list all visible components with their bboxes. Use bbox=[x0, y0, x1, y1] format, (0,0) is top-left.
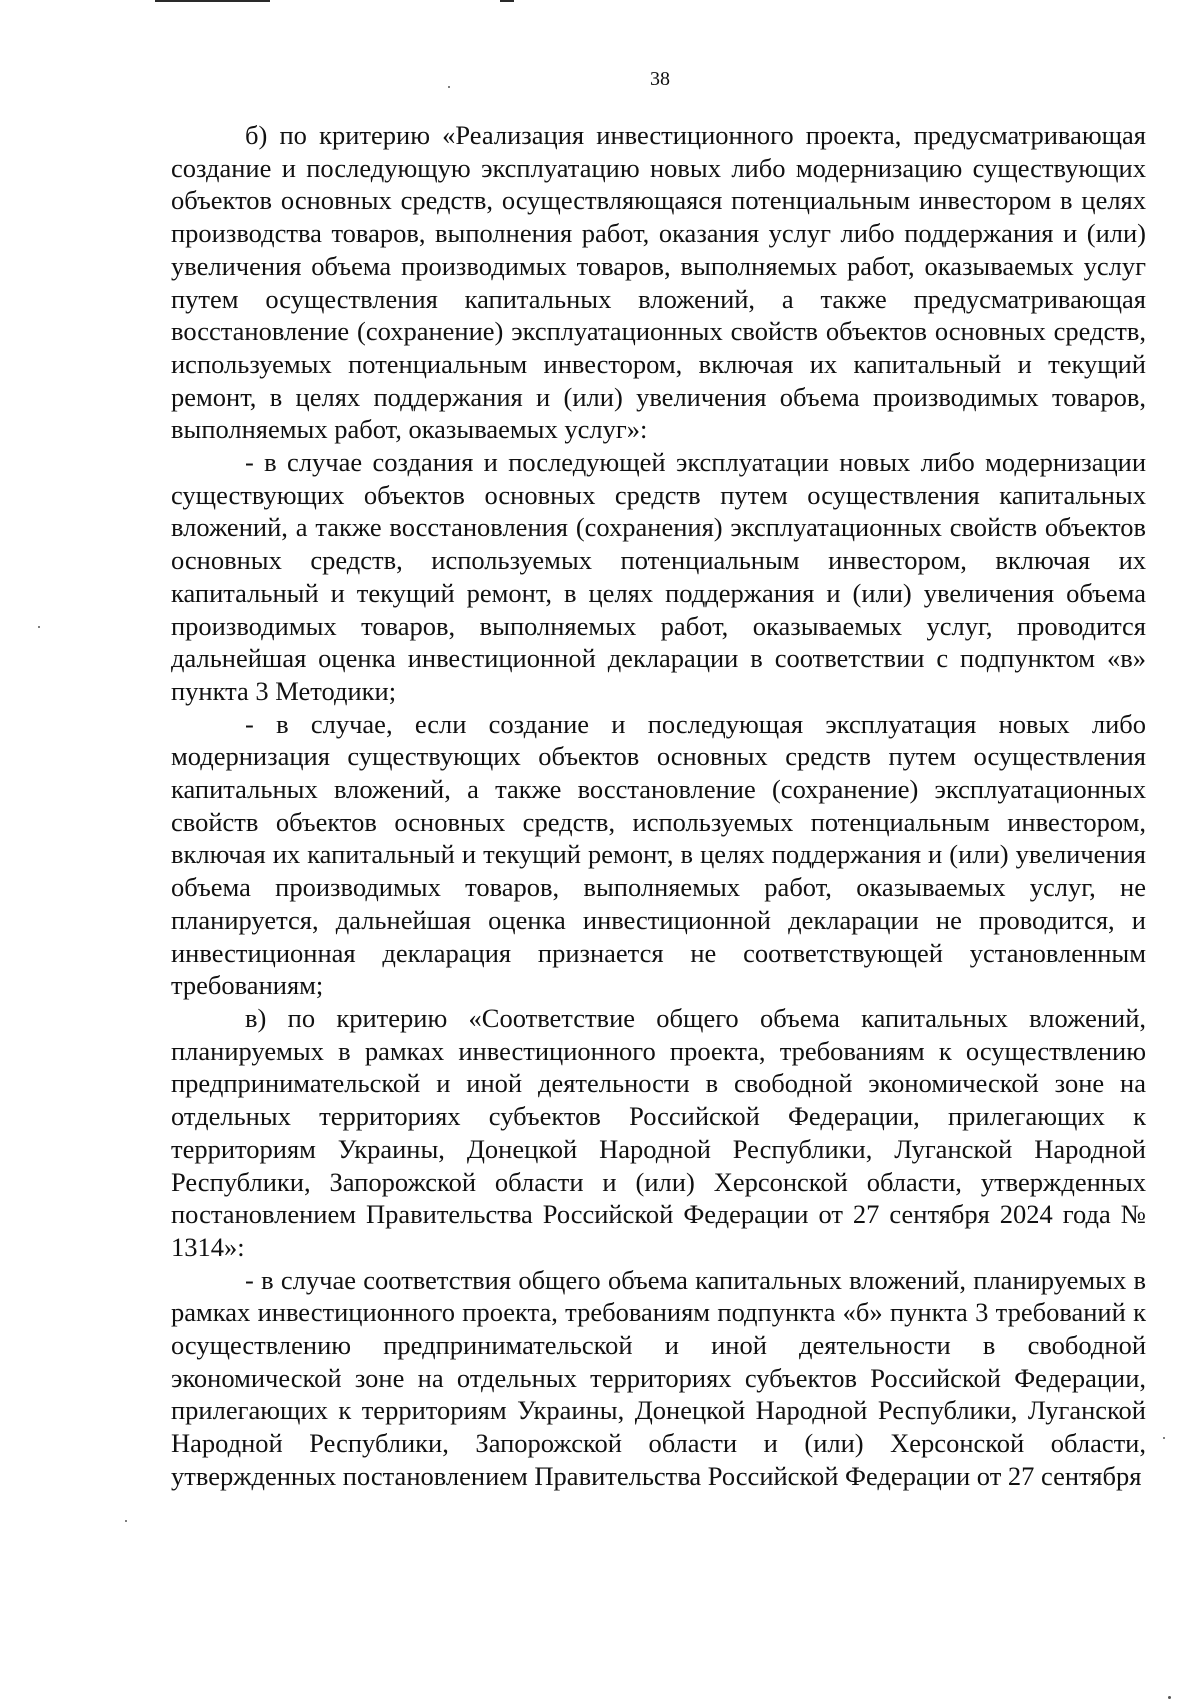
scan-speck bbox=[1168, 1696, 1171, 1699]
scan-edge-mark bbox=[500, 0, 514, 2]
paragraph-v-case-positive: - в случае соответствия общего объема капитальных вложений, планируемых в рамках инвестиционного проекта, требованиям подпункта «б» пункта 3 требований к осуществлению предпринимательской и иной деятельности в свободной экономической зоне на отдельных территориях субъектов Российской Федерации, прилегающих к территориям Украины, Донецкой Народной Республики, Луганской Народной Республики, Запорожской области и (или) Херсонской области, утвержденных постановлением Правительства Российской Федерации от 27 сентября bbox=[171, 1264, 1146, 1491]
page-number: 38 bbox=[650, 68, 670, 90]
paragraph-b-case-positive: - в случае создания и последующей эксплуатации новых либо модернизации существующих объектов основных средств путем осуществления капитальных вложений, а также восстановления (сохранения) эксплуатационных свойств объектов основных средств, используемых потенциальным инвестором, включая их капитальный и текущий ремонт, в целях поддержания и (или) увеличения объема производимых товаров, выполняемых работ, оказываемых услуг, проводится дальнейшая оценка инвестиционной декларации в соответствии с подпунктом «в» пункта 3 Методики; bbox=[171, 447, 1146, 706]
scan-speck bbox=[125, 1520, 127, 1522]
scan-speck bbox=[38, 626, 40, 628]
scan-speck bbox=[1163, 1437, 1165, 1439]
paragraph-criterion-b: б) по критерию «Реализация инвестиционного проекта, предусматривающая создание и последующую эксплуатацию новых либо модернизацию существующих объектов основных средств, осуществляющаяся потенциальным инвестором в целях производства товаров, выполнения работ, оказания услуг либо поддержания и (или) увеличения объема производимых товаров, выполняемых работ, оказываемых услуг путем осуществления капитальных вложений, а также предусматривающая восстановление (сохранение) эксплуатационных свойств объектов основных средств, используемых потенциальным инвестором, включая их капитальный и текущий ремонт, в целях поддержания и (или) увеличения объема производимых товаров, выполняемых работ, оказываемых услуг»: bbox=[171, 120, 1146, 445]
document-body bbox=[171, 119, 1146, 1493]
paragraph-criterion-v: в) по критерию «Соответствие общего объема капитальных вложений, планируемых в рамках инвестиционного проекта, требованиям к осуществлению предпринимательской и иной деятельности в свободной экономической зоне на отдельных территориях субъектов Российской Федерации, прилегающих к территориям Украины, Донецкой Народной Республики, Луганской Народной Республики, Запорожской области и (или) Херсонской области, утвержденных постановлением Правительства Российской Федерации от 27 сентября 2024 года № 1314»: bbox=[171, 1002, 1146, 1262]
paragraph-b-case-negative: - в случае, если создание и последующая эксплуатация новых либо модернизация существующих объектов основных средств путем осуществления капитальных вложений, а также восстановление (сохранение) эксплуатационных свойств объектов основных средств, используемых потенциальным инвестором, включая их капитальный и текущий ремонт, в целях поддержания и (или) увеличения объема производимых товаров, выполняемых работ, оказываемых услуг, не планируется, дальнейшая оценка инвестиционной декларации не проводится, и инвестиционная декларация признается не соответствующей установленным требованиям; bbox=[171, 708, 1146, 1001]
scan-edge-mark bbox=[155, 0, 270, 2]
